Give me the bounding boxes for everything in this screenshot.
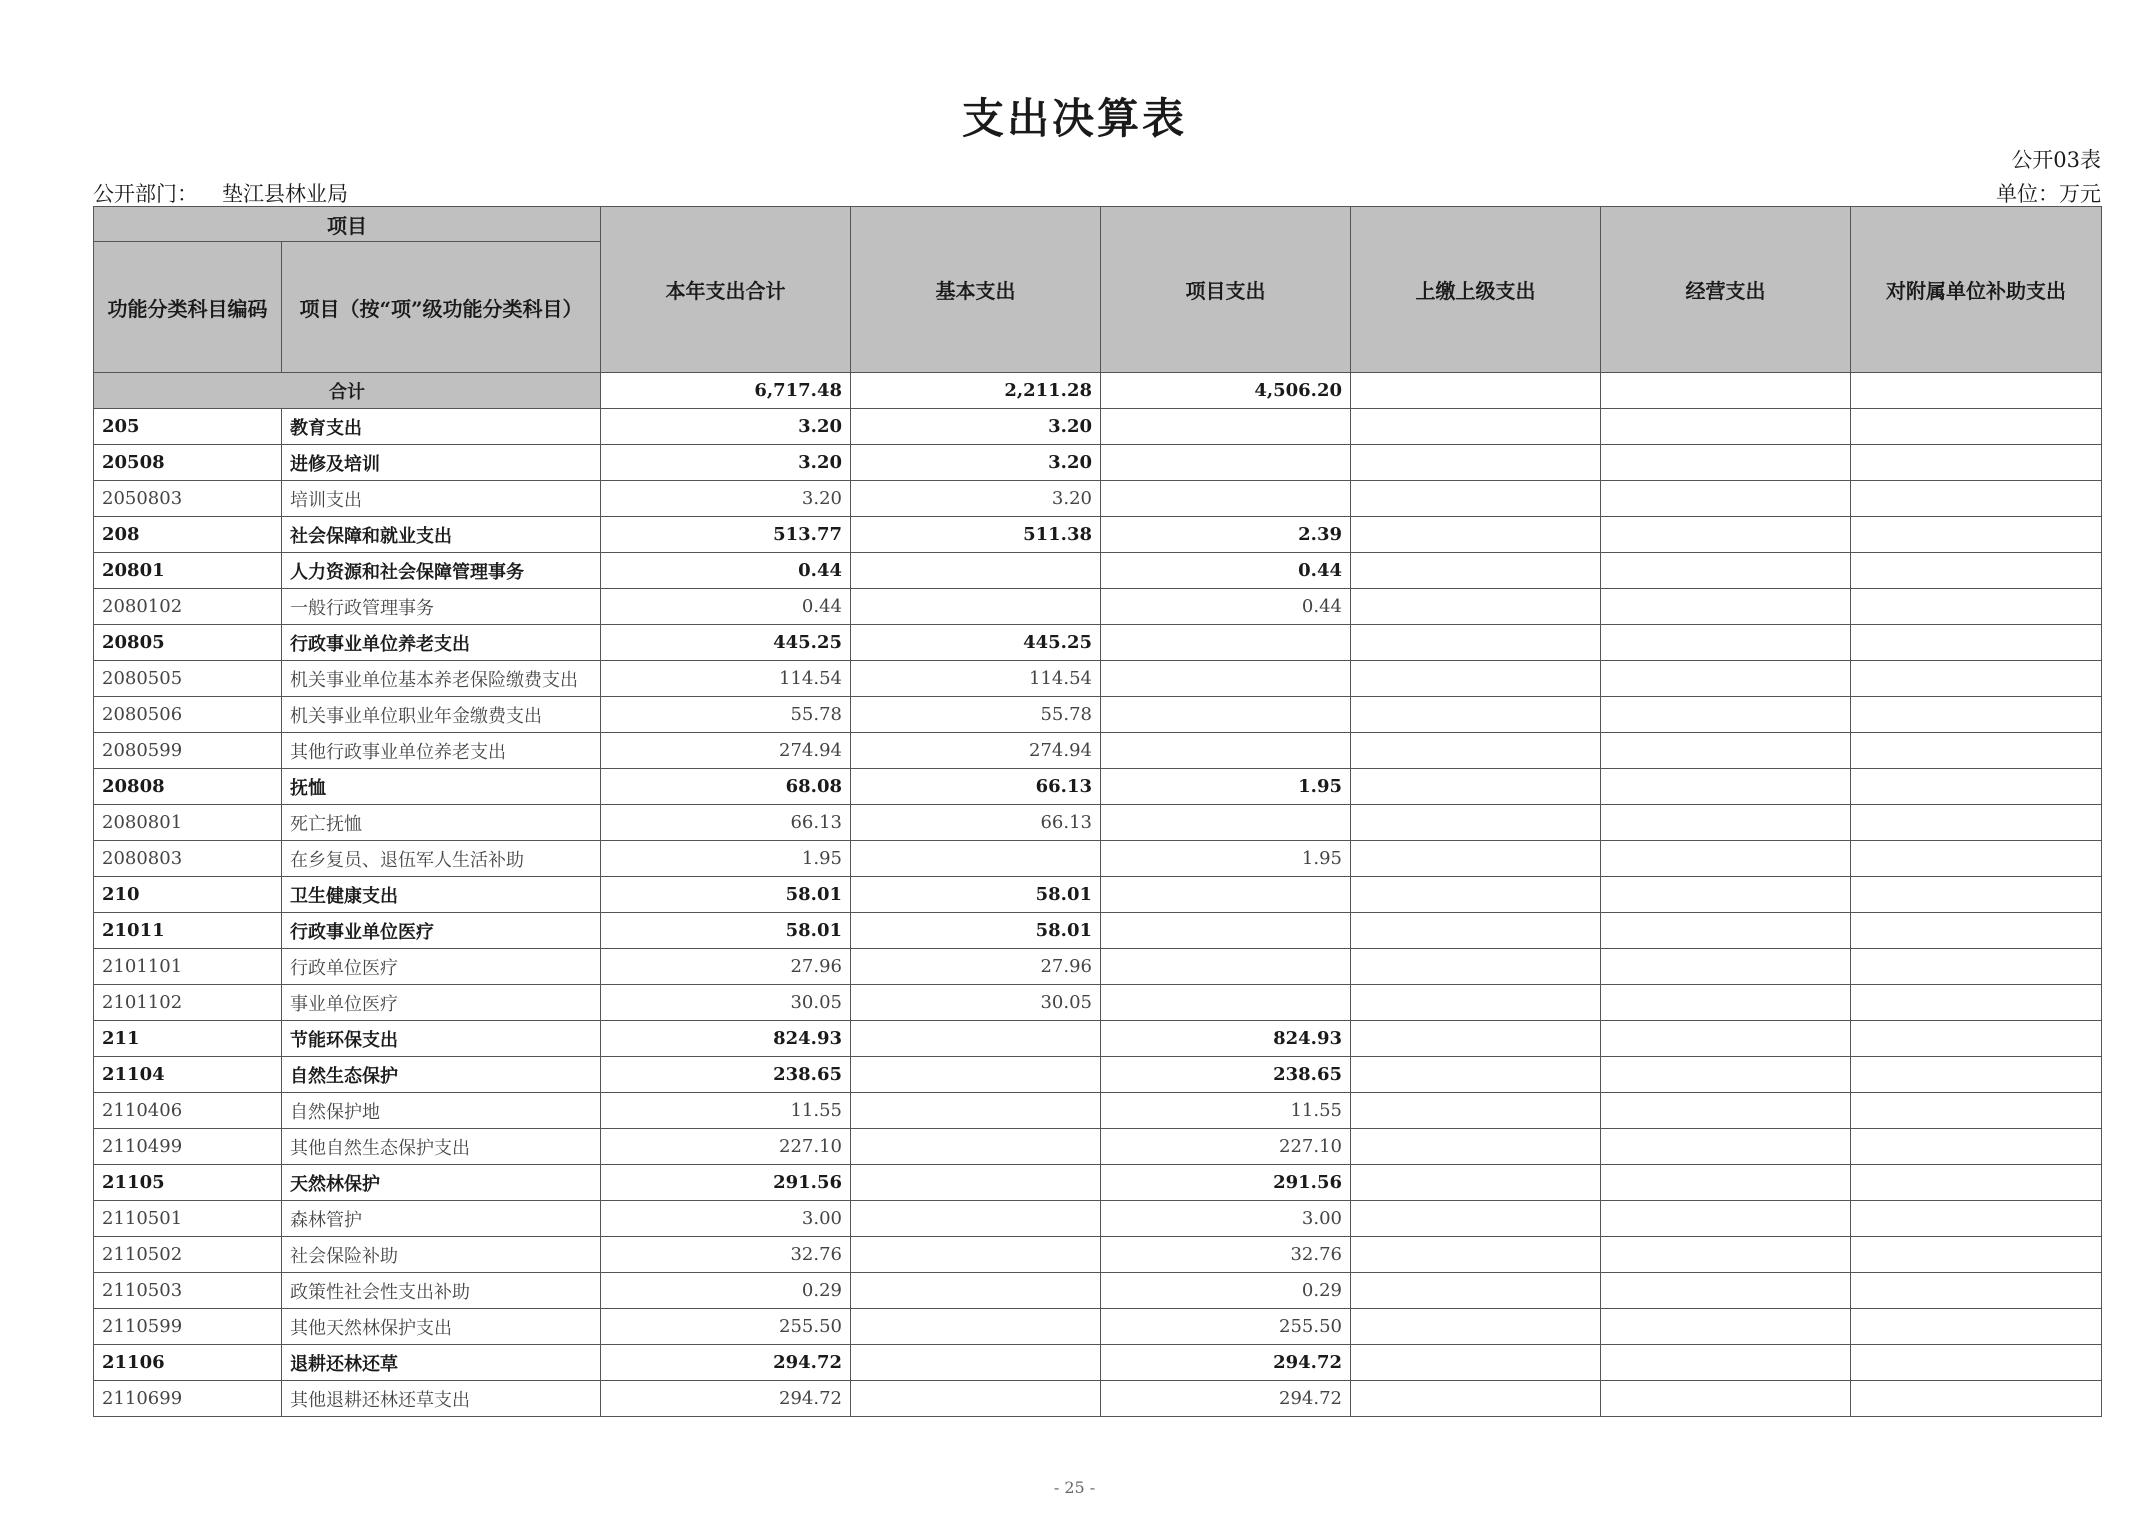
cell-total: 55.78 [601, 697, 851, 733]
cell-subsidy [1851, 913, 2102, 949]
cell-basic: 27.96 [851, 949, 1101, 985]
cell-code: 2110699 [94, 1381, 282, 1417]
cell-basic [851, 1129, 1101, 1165]
cell-basic [851, 841, 1101, 877]
cell-project: 0.44 [1101, 553, 1351, 589]
cell-subsidy [1851, 1165, 2102, 1201]
cell-project [1101, 481, 1351, 517]
cell-code: 20805 [94, 625, 282, 661]
cell-subsidy [1851, 733, 2102, 769]
cell-basic: 3.20 [851, 409, 1101, 445]
cell-basic: 3.20 [851, 481, 1101, 517]
cell-business [1601, 805, 1851, 841]
cell-total: 0.44 [601, 553, 851, 589]
cell-upper [1351, 1345, 1601, 1381]
cell-subsidy [1851, 445, 2102, 481]
cell-business [1601, 1237, 1851, 1273]
cell-basic: 511.38 [851, 517, 1101, 553]
cell-name: 一般行政管理事务 [282, 589, 601, 625]
cell-basic [851, 589, 1101, 625]
total-subsidy [1851, 373, 2102, 409]
cell-total: 294.72 [601, 1381, 851, 1417]
cell-business [1601, 913, 1851, 949]
cell-basic [851, 1165, 1101, 1201]
cell-code: 21104 [94, 1057, 282, 1093]
table-row [94, 1237, 2102, 1273]
cell-business [1601, 553, 1851, 589]
table-row [94, 481, 2102, 517]
cell-code: 205 [94, 409, 282, 445]
cell-upper [1351, 517, 1601, 553]
cell-business [1601, 877, 1851, 913]
cell-business [1601, 517, 1851, 553]
cell-upper [1351, 1129, 1601, 1165]
cell-project [1101, 733, 1351, 769]
cell-upper [1351, 913, 1601, 949]
cell-subsidy [1851, 1201, 2102, 1237]
cell-subsidy [1851, 1129, 2102, 1165]
total-total: 6,717.48 [601, 373, 851, 409]
cell-total: 238.65 [601, 1057, 851, 1093]
cell-code: 2080102 [94, 589, 282, 625]
cell-subsidy [1851, 949, 2102, 985]
cell-total: 114.54 [601, 661, 851, 697]
cell-total: 0.44 [601, 589, 851, 625]
table-row [94, 1273, 2102, 1309]
cell-basic [851, 553, 1101, 589]
cell-upper [1351, 697, 1601, 733]
cell-upper [1351, 589, 1601, 625]
cell-code: 2080506 [94, 697, 282, 733]
cell-basic [851, 1057, 1101, 1093]
cell-project [1101, 805, 1351, 841]
table-row [94, 769, 2102, 805]
cell-upper [1351, 985, 1601, 1021]
cell-code: 2110599 [94, 1309, 282, 1345]
table-row [94, 913, 2102, 949]
cell-name: 死亡抚恤 [282, 805, 601, 841]
header-upper: 上缴上级支出 [1351, 207, 1601, 373]
cell-project: 0.44 [1101, 589, 1351, 625]
cell-basic: 114.54 [851, 661, 1101, 697]
cell-project [1101, 913, 1351, 949]
cell-code: 2080803 [94, 841, 282, 877]
cell-code: 2110502 [94, 1237, 282, 1273]
cell-name: 卫生健康支出 [282, 877, 601, 913]
cell-basic [851, 1381, 1101, 1417]
table-row [94, 877, 2102, 913]
table-row [94, 1165, 2102, 1201]
cell-upper [1351, 1165, 1601, 1201]
cell-business [1601, 1273, 1851, 1309]
cell-code: 2101102 [94, 985, 282, 1021]
cell-code: 2110503 [94, 1273, 282, 1309]
page-number: - 25 - [1053, 1478, 1096, 1497]
cell-project: 294.72 [1101, 1345, 1351, 1381]
cell-name: 自然保护地 [282, 1093, 601, 1129]
cell-subsidy [1851, 1057, 2102, 1093]
cell-business [1601, 625, 1851, 661]
cell-total: 66.13 [601, 805, 851, 841]
table-row [94, 733, 2102, 769]
table-row [94, 841, 2102, 877]
form-number: 公开03表 [2011, 148, 2101, 172]
cell-basic: 445.25 [851, 625, 1101, 661]
cell-code: 2080801 [94, 805, 282, 841]
table-row [94, 1201, 2102, 1237]
table-row [94, 1093, 2102, 1129]
table-row [94, 1345, 2102, 1381]
cell-business [1601, 481, 1851, 517]
cell-basic [851, 1273, 1101, 1309]
cell-total: 255.50 [601, 1309, 851, 1345]
cell-name: 其他自然生态保护支出 [282, 1129, 601, 1165]
cell-upper [1351, 553, 1601, 589]
cell-total: 294.72 [601, 1345, 851, 1381]
cell-code: 2050803 [94, 481, 282, 517]
cell-project [1101, 877, 1351, 913]
cell-subsidy [1851, 985, 2102, 1021]
total-upper [1351, 373, 1601, 409]
cell-project [1101, 625, 1351, 661]
cell-business [1601, 1129, 1851, 1165]
table-row [94, 1129, 2102, 1165]
cell-total: 824.93 [601, 1021, 851, 1057]
cell-basic [851, 1201, 1101, 1237]
cell-name: 行政单位医疗 [282, 949, 601, 985]
cell-subsidy [1851, 1273, 2102, 1309]
cell-basic [851, 1345, 1101, 1381]
cell-upper [1351, 625, 1601, 661]
cell-business [1601, 697, 1851, 733]
cell-total: 3.20 [601, 409, 851, 445]
cell-subsidy [1851, 1093, 2102, 1129]
cell-total: 3.20 [601, 481, 851, 517]
cell-subsidy [1851, 625, 2102, 661]
cell-subsidy [1851, 769, 2102, 805]
cell-project [1101, 409, 1351, 445]
department-name: 垫江县林业局 [222, 182, 348, 206]
cell-business [1601, 1165, 1851, 1201]
cell-total: 445.25 [601, 625, 851, 661]
cell-name: 进修及培训 [282, 445, 601, 481]
cell-total: 27.96 [601, 949, 851, 985]
table-row [94, 1021, 2102, 1057]
cell-upper [1351, 1381, 1601, 1417]
cell-code: 208 [94, 517, 282, 553]
cell-business [1601, 1021, 1851, 1057]
table-row [94, 1309, 2102, 1345]
cell-name: 教育支出 [282, 409, 601, 445]
header-code: 功能分类科目编码 [94, 242, 282, 373]
cell-total: 32.76 [601, 1237, 851, 1273]
cell-project: 11.55 [1101, 1093, 1351, 1129]
cell-project [1101, 697, 1351, 733]
cell-code: 20508 [94, 445, 282, 481]
cell-total: 58.01 [601, 877, 851, 913]
cell-upper [1351, 1057, 1601, 1093]
department-label: 公开部门： [93, 182, 198, 206]
cell-code: 21011 [94, 913, 282, 949]
cell-project: 1.95 [1101, 769, 1351, 805]
cell-basic: 274.94 [851, 733, 1101, 769]
cell-code: 211 [94, 1021, 282, 1057]
cell-name: 机关事业单位基本养老保险缴费支出 [282, 661, 601, 697]
cell-name: 节能环保支出 [282, 1021, 601, 1057]
cell-subsidy [1851, 661, 2102, 697]
cell-upper [1351, 841, 1601, 877]
cell-project: 32.76 [1101, 1237, 1351, 1273]
cell-total: 0.29 [601, 1273, 851, 1309]
header-project: 项目 [94, 207, 601, 242]
cell-upper [1351, 1021, 1601, 1057]
cell-code: 20801 [94, 553, 282, 589]
cell-name: 培训支出 [282, 481, 601, 517]
header-business: 经营支出 [1601, 207, 1851, 373]
cell-name: 自然生态保护 [282, 1057, 601, 1093]
cell-business [1601, 589, 1851, 625]
cell-name: 森林管护 [282, 1201, 601, 1237]
cell-subsidy [1851, 1381, 2102, 1417]
cell-project: 0.29 [1101, 1273, 1351, 1309]
cell-subsidy [1851, 1021, 2102, 1057]
table-row [94, 589, 2102, 625]
cell-project: 3.00 [1101, 1201, 1351, 1237]
cell-upper [1351, 1237, 1601, 1273]
cell-code: 21105 [94, 1165, 282, 1201]
total-project: 4,506.20 [1101, 373, 1351, 409]
table-row [94, 985, 2102, 1021]
cell-basic: 3.20 [851, 445, 1101, 481]
cell-project: 238.65 [1101, 1057, 1351, 1093]
cell-name: 事业单位医疗 [282, 985, 601, 1021]
cell-basic [851, 1309, 1101, 1345]
cell-business [1601, 1057, 1851, 1093]
cell-total: 68.08 [601, 769, 851, 805]
total-label: 合计 [94, 373, 601, 409]
cell-upper [1351, 949, 1601, 985]
cell-upper [1351, 445, 1601, 481]
cell-code: 2080505 [94, 661, 282, 697]
cell-business [1601, 985, 1851, 1021]
unit-label: 单位：万元 [1996, 182, 2101, 206]
cell-upper [1351, 481, 1601, 517]
cell-name: 行政事业单位医疗 [282, 913, 601, 949]
cell-total: 3.00 [601, 1201, 851, 1237]
cell-upper [1351, 1093, 1601, 1129]
table-row [94, 1381, 2102, 1417]
cell-upper [1351, 805, 1601, 841]
cell-subsidy [1851, 1237, 2102, 1273]
cell-upper [1351, 1201, 1601, 1237]
cell-project [1101, 985, 1351, 1021]
cell-project [1101, 445, 1351, 481]
cell-name: 天然林保护 [282, 1165, 601, 1201]
cell-name: 行政事业单位养老支出 [282, 625, 601, 661]
cell-basic: 66.13 [851, 805, 1101, 841]
cell-name: 其他天然林保护支出 [282, 1309, 601, 1345]
cell-subsidy [1851, 409, 2102, 445]
header-total: 本年支出合计 [601, 207, 851, 373]
total-row [94, 373, 2102, 409]
cell-business [1601, 409, 1851, 445]
cell-business [1601, 841, 1851, 877]
cell-subsidy [1851, 1345, 2102, 1381]
cell-business [1601, 769, 1851, 805]
cell-basic: 30.05 [851, 985, 1101, 1021]
cell-name: 机关事业单位职业年金缴费支出 [282, 697, 601, 733]
cell-business [1601, 733, 1851, 769]
cell-code: 20808 [94, 769, 282, 805]
cell-name: 社会保险补助 [282, 1237, 601, 1273]
header-project-expenditure: 项目支出 [1101, 207, 1351, 373]
table-row [94, 697, 2102, 733]
cell-total: 11.55 [601, 1093, 851, 1129]
cell-project: 291.56 [1101, 1165, 1351, 1201]
cell-business [1601, 1309, 1851, 1345]
cell-basic: 66.13 [851, 769, 1101, 805]
cell-business [1601, 1093, 1851, 1129]
table-row [94, 517, 2102, 553]
header-name: 项目（按“项”级功能分类科目） [282, 242, 601, 373]
cell-subsidy [1851, 1309, 2102, 1345]
cell-project: 2.39 [1101, 517, 1351, 553]
cell-total: 30.05 [601, 985, 851, 1021]
cell-basic [851, 1093, 1101, 1129]
cell-code: 2110501 [94, 1201, 282, 1237]
cell-upper [1351, 733, 1601, 769]
cell-business [1601, 445, 1851, 481]
cell-name: 其他退耕还林还草支出 [282, 1381, 601, 1417]
cell-subsidy [1851, 805, 2102, 841]
cell-subsidy [1851, 553, 2102, 589]
cell-name: 社会保障和就业支出 [282, 517, 601, 553]
cell-subsidy [1851, 877, 2102, 913]
cell-project [1101, 949, 1351, 985]
cell-upper [1351, 769, 1601, 805]
cell-code: 2110406 [94, 1093, 282, 1129]
table-row [94, 445, 2102, 481]
cell-basic: 58.01 [851, 913, 1101, 949]
cell-code: 2080599 [94, 733, 282, 769]
page-title: 支出决算表 [961, 94, 1187, 143]
cell-project: 255.50 [1101, 1309, 1351, 1345]
total-business [1601, 373, 1851, 409]
cell-total: 58.01 [601, 913, 851, 949]
cell-name: 其他行政事业单位养老支出 [282, 733, 601, 769]
table-row [94, 409, 2102, 445]
cell-business [1601, 949, 1851, 985]
cell-total: 513.77 [601, 517, 851, 553]
cell-name: 人力资源和社会保障管理事务 [282, 553, 601, 589]
cell-total: 274.94 [601, 733, 851, 769]
table-row [94, 625, 2102, 661]
cell-project: 1.95 [1101, 841, 1351, 877]
cell-project [1101, 661, 1351, 697]
cell-code: 2101101 [94, 949, 282, 985]
cell-project: 294.72 [1101, 1381, 1351, 1417]
header-subsidy: 对附属单位补助支出 [1851, 207, 2102, 373]
table-row [94, 553, 2102, 589]
cell-name: 在乡复员、退伍军人生活补助 [282, 841, 601, 877]
cell-business [1601, 1345, 1851, 1381]
department-line [93, 178, 372, 208]
cell-subsidy [1851, 481, 2102, 517]
cell-subsidy [1851, 697, 2102, 733]
cell-name: 政策性社会性支出补助 [282, 1273, 601, 1309]
cell-business [1601, 1201, 1851, 1237]
cell-basic [851, 1021, 1101, 1057]
cell-subsidy [1851, 841, 2102, 877]
cell-subsidy [1851, 517, 2102, 553]
cell-code: 210 [94, 877, 282, 913]
cell-total: 3.20 [601, 445, 851, 481]
cell-subsidy [1851, 589, 2102, 625]
table-row [94, 805, 2102, 841]
cell-upper [1351, 877, 1601, 913]
header-basic: 基本支出 [851, 207, 1101, 373]
cell-total: 1.95 [601, 841, 851, 877]
cell-basic: 55.78 [851, 697, 1101, 733]
cell-code: 21106 [94, 1345, 282, 1381]
cell-upper [1351, 409, 1601, 445]
cell-project: 824.93 [1101, 1021, 1351, 1057]
cell-upper [1351, 1273, 1601, 1309]
table-row [94, 1057, 2102, 1093]
cell-business [1601, 661, 1851, 697]
cell-total: 227.10 [601, 1129, 851, 1165]
cell-business [1601, 1381, 1851, 1417]
expenditure-table [93, 206, 2102, 1417]
cell-basic [851, 1237, 1101, 1273]
cell-name: 退耕还林还草 [282, 1345, 601, 1381]
table-row [94, 661, 2102, 697]
total-basic: 2,211.28 [851, 373, 1101, 409]
cell-basic: 58.01 [851, 877, 1101, 913]
cell-project: 227.10 [1101, 1129, 1351, 1165]
cell-code: 2110499 [94, 1129, 282, 1165]
table-row [94, 949, 2102, 985]
cell-upper [1351, 1309, 1601, 1345]
cell-name: 抚恤 [282, 769, 601, 805]
cell-total: 291.56 [601, 1165, 851, 1201]
cell-upper [1351, 661, 1601, 697]
